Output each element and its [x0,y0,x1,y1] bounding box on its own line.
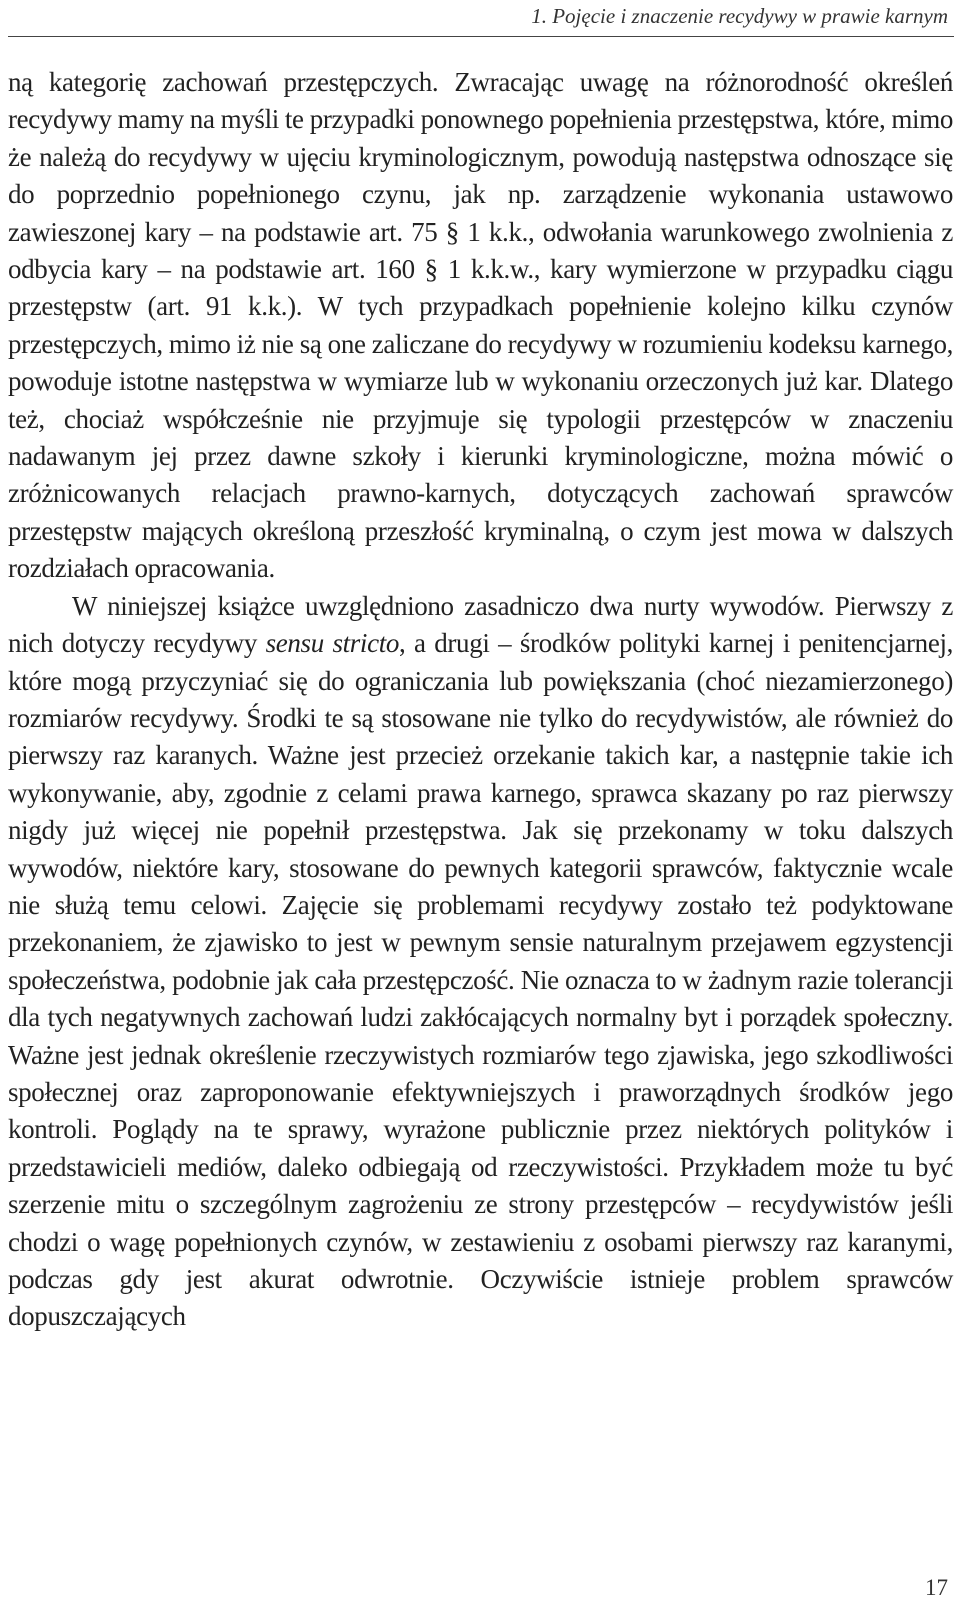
body-text [8,64,953,1336]
paragraph-2 [8,588,953,1336]
paragraph-1: ną kategorię zachowań przestępczych. Zwracając uwagę na różnorodność określeń recydywy mamy na myśli te przypadki ponownego popełnienia przestępstwa, które, mimo że należą do recydywy w ujęciu kryminologicznym, powodują następstwa odnoszące się do poprzednio popełnionego czynu, jak np. zarządzenie wykonania ustawowo zawieszonej kary – na podstawie art. 75 § 1 k.k., odwołania warunkowego zwolnienia z odbycia kary – na podstawie art. 160 § 1 k.k.w., kary wymierzone w przypadku ciągu przestępstw (art. 91 k.k.). W tych przypadkach popełnienie kolejno kilku czynów przestępczych, mimo iż nie są one zaliczane do recydywy w rozumieniu kodeksu karnego, powoduje istotne następstwa w wymiarze lub w wykonaniu orzeczonych już kar. Dlatego też, chociaż współcześnie nie przyjmuje się typologii przestępców w znaczeniu nadawanym jej przez dawne szkoły i kierunki kryminologiczne, można mówić o zróżnicowanych relacjach prawno-karnych, dotyczących zachowań sprawców przestępstw mających określoną przeszłość kryminalną, o czym jest mowa w dalszych rozdziałach opracowania. [8,67,953,584]
paragraph-2-italic-term: sensu stricto [265,628,400,659]
page-number: 17 [925,1575,948,1600]
paragraph-2-text-end: , a drugi – środków polityki karnej i penitencjarnej, które mogą przyczyniać się do ograniczania lub powiększania (choć niezamierzonego) rozmiarów recydywy. Środki te są stosowane nie tylko do recydywistów, ale również do pierwszy raz karanych. Ważne jest przecież orzekanie takich kar, a następnie takie ich wykonywanie, aby, zgodnie z celami prawa karnego, sprawca skazany po raz pierwszy nigdy już więcej nie popełnił przestępstwa. Jak się przekonamy w toku dalszych wywodów, niektóre kary, stosowane do pewnych kategorii sprawców, faktycznie wcale nie służą temu celowi. Zajęcie się problemami recydywy zostało też podyktowane przekonaniem, że zjawisko to jest w pewnym sensie naturalnym przejawem egzystencji społeczeństwa, podobnie jak cała przestępczość. Nie oznacza to w żadnym razie tolerancji dla tych negatywnych zachowań ludzi zakłócających normalny byt i porządek społeczny. Ważne jest jednak określenie rzeczywistych rozmiarów tego zjawiska, jego szkodliwości społecznej oraz zaproponowanie efektywniejszych i praworządnych środków jego kontroli. Poglądy na te sprawy, wyrażone publicznie przez niektórych polityków i przedstawicieli mediów, daleko odbiegają od rzeczywistości. Przykładem może tu być szerzenie mitu o szczególnym zagrożeniu ze strony przestępców – recydywistów jeśli chodzi o wagę popełnionych czynów, w zestawieniu z osobami pierwszy raz karanymi, podczas gdy jest akurat odwrotnie. Oczywiście istnieje problem sprawców dopuszczających [8,628,954,1332]
header-rule [8,36,954,37]
running-header: 1. Pojęcie i znaczenie recydywy w prawie karnym [531,4,948,28]
paragraph-2-text-start: W niniejszej książce uwzględniono zasadniczo dwa nurty wywodów. Pierwszy z nich dotyczy recydywy [8,590,953,659]
